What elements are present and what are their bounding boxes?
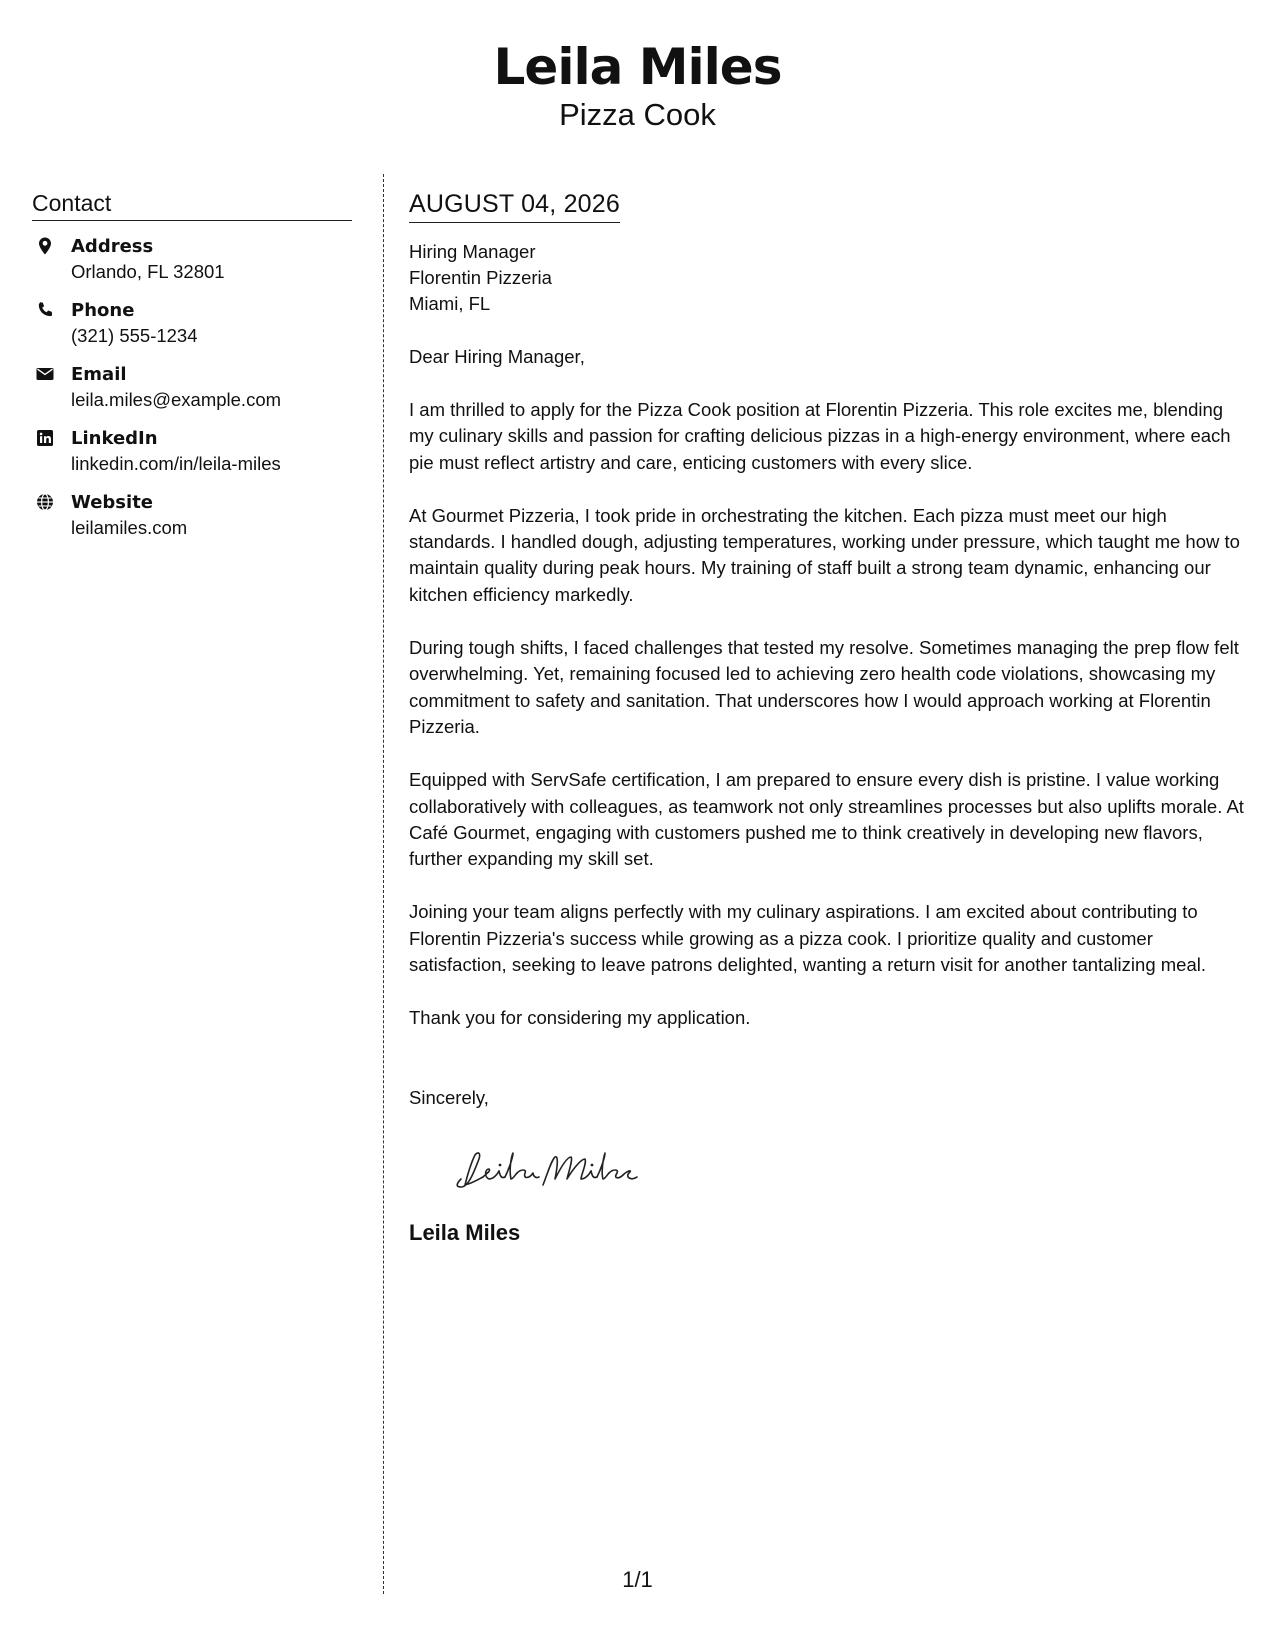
body-paragraph: Thank you for considering my application. [409,1007,751,1029]
closing: Sincerely, [409,1086,489,1108]
contact-value: (321) 555-1234 [71,325,198,346]
contact-item-phone [32,299,352,349]
letter-header [0,36,1275,134]
body-paragraph: Equipped with ServSafe certification, I am prepared to ensure every dish is pristine. I value working collaboratively with colleagues, as teamwork not only streamlines processes but also uplifts morale. At Café Gourmet, engaging with customers pushed me to think creatively in developing new flavors, further expanding my skill set. [409,769,1244,870]
contact-item-address [32,235,352,285]
linkedin-icon [35,428,55,448]
handwritten-signature [451,1139,1249,1199]
applicant-name: Leila Miles [493,38,782,96]
contact-value: leilamiles.com [71,517,188,538]
contact-label: LinkedIn [71,428,158,449]
contact-item-website [32,491,352,541]
contact-item-email [32,363,352,413]
contact-label: Phone [71,300,135,321]
contact-label: Address [71,236,154,257]
contact-label: Website [71,492,154,513]
globe-icon [35,492,55,512]
recipient-block [409,239,1249,317]
applicant-job-title: Pizza Cook [559,97,716,132]
envelope-icon [35,364,55,384]
contact-label: Email [71,364,127,385]
body-paragraph: During tough shifts, I faced challenges that tested my resolve. Sometimes managing the prep flow felt overwhelming. Yet, remaining focused led to achieving zero health code violations, showcasing my commitment to safety and sanitation. That underscores how I would approach working at Florentin Pizzeria. [409,637,1239,737]
map-pin-icon [35,236,55,256]
salutation: Dear Hiring Manager, [409,346,585,367]
letter-body [409,188,1249,1247]
body-paragraph: I am thrilled to apply for the Pizza Cook position at Florentin Pizzeria. This role excites me, blending my culinary skills and passion for crafting delicious pizzas in a high-energy environment, where each pie must reflect artistry and care, enticing customers with every slice. [409,399,1231,473]
body-paragraph: At Gourmet Pizzeria, I took pride in orchestrating the kitchen. Each pizza must meet our high standards. I handled dough, adjusting temperatures, working under pressure, which taught me how to maintain quality during peak hours. My training of staff built a strong team dynamic, enhancing our kitchen efficiency markedly. [409,504,1240,605]
contact-value: Orlando, FL 32801 [71,261,225,282]
contact-value: leila.miles@example.com [71,389,282,410]
contact-sidebar [32,188,352,541]
contact-heading: Contact [32,188,352,221]
signer-name: Leila Miles [409,1219,521,1245]
contact-value: linkedin.com/in/leila-miles [71,453,281,474]
body-paragraph: Joining your team aligns perfectly with my culinary aspirations. I am excited about contributing to Florentin Pizzeria's success while growing as a pizza cook. I prioritize quality and customer satisfaction, seeking to leave patrons delighted, wanting a return visit for another tantalizing meal. [409,901,1206,976]
contact-item-linkedin [32,427,352,477]
phone-icon [35,300,55,320]
column-divider [383,174,384,1594]
recipient-line: Florentin Pizzeria [409,267,552,288]
page-number: 1/1 [622,1567,653,1592]
letter-date: AUGUST 04, 2026 [409,188,620,223]
recipient-line: Hiring Manager [409,241,536,262]
recipient-line: Miami, FL [409,293,491,314]
